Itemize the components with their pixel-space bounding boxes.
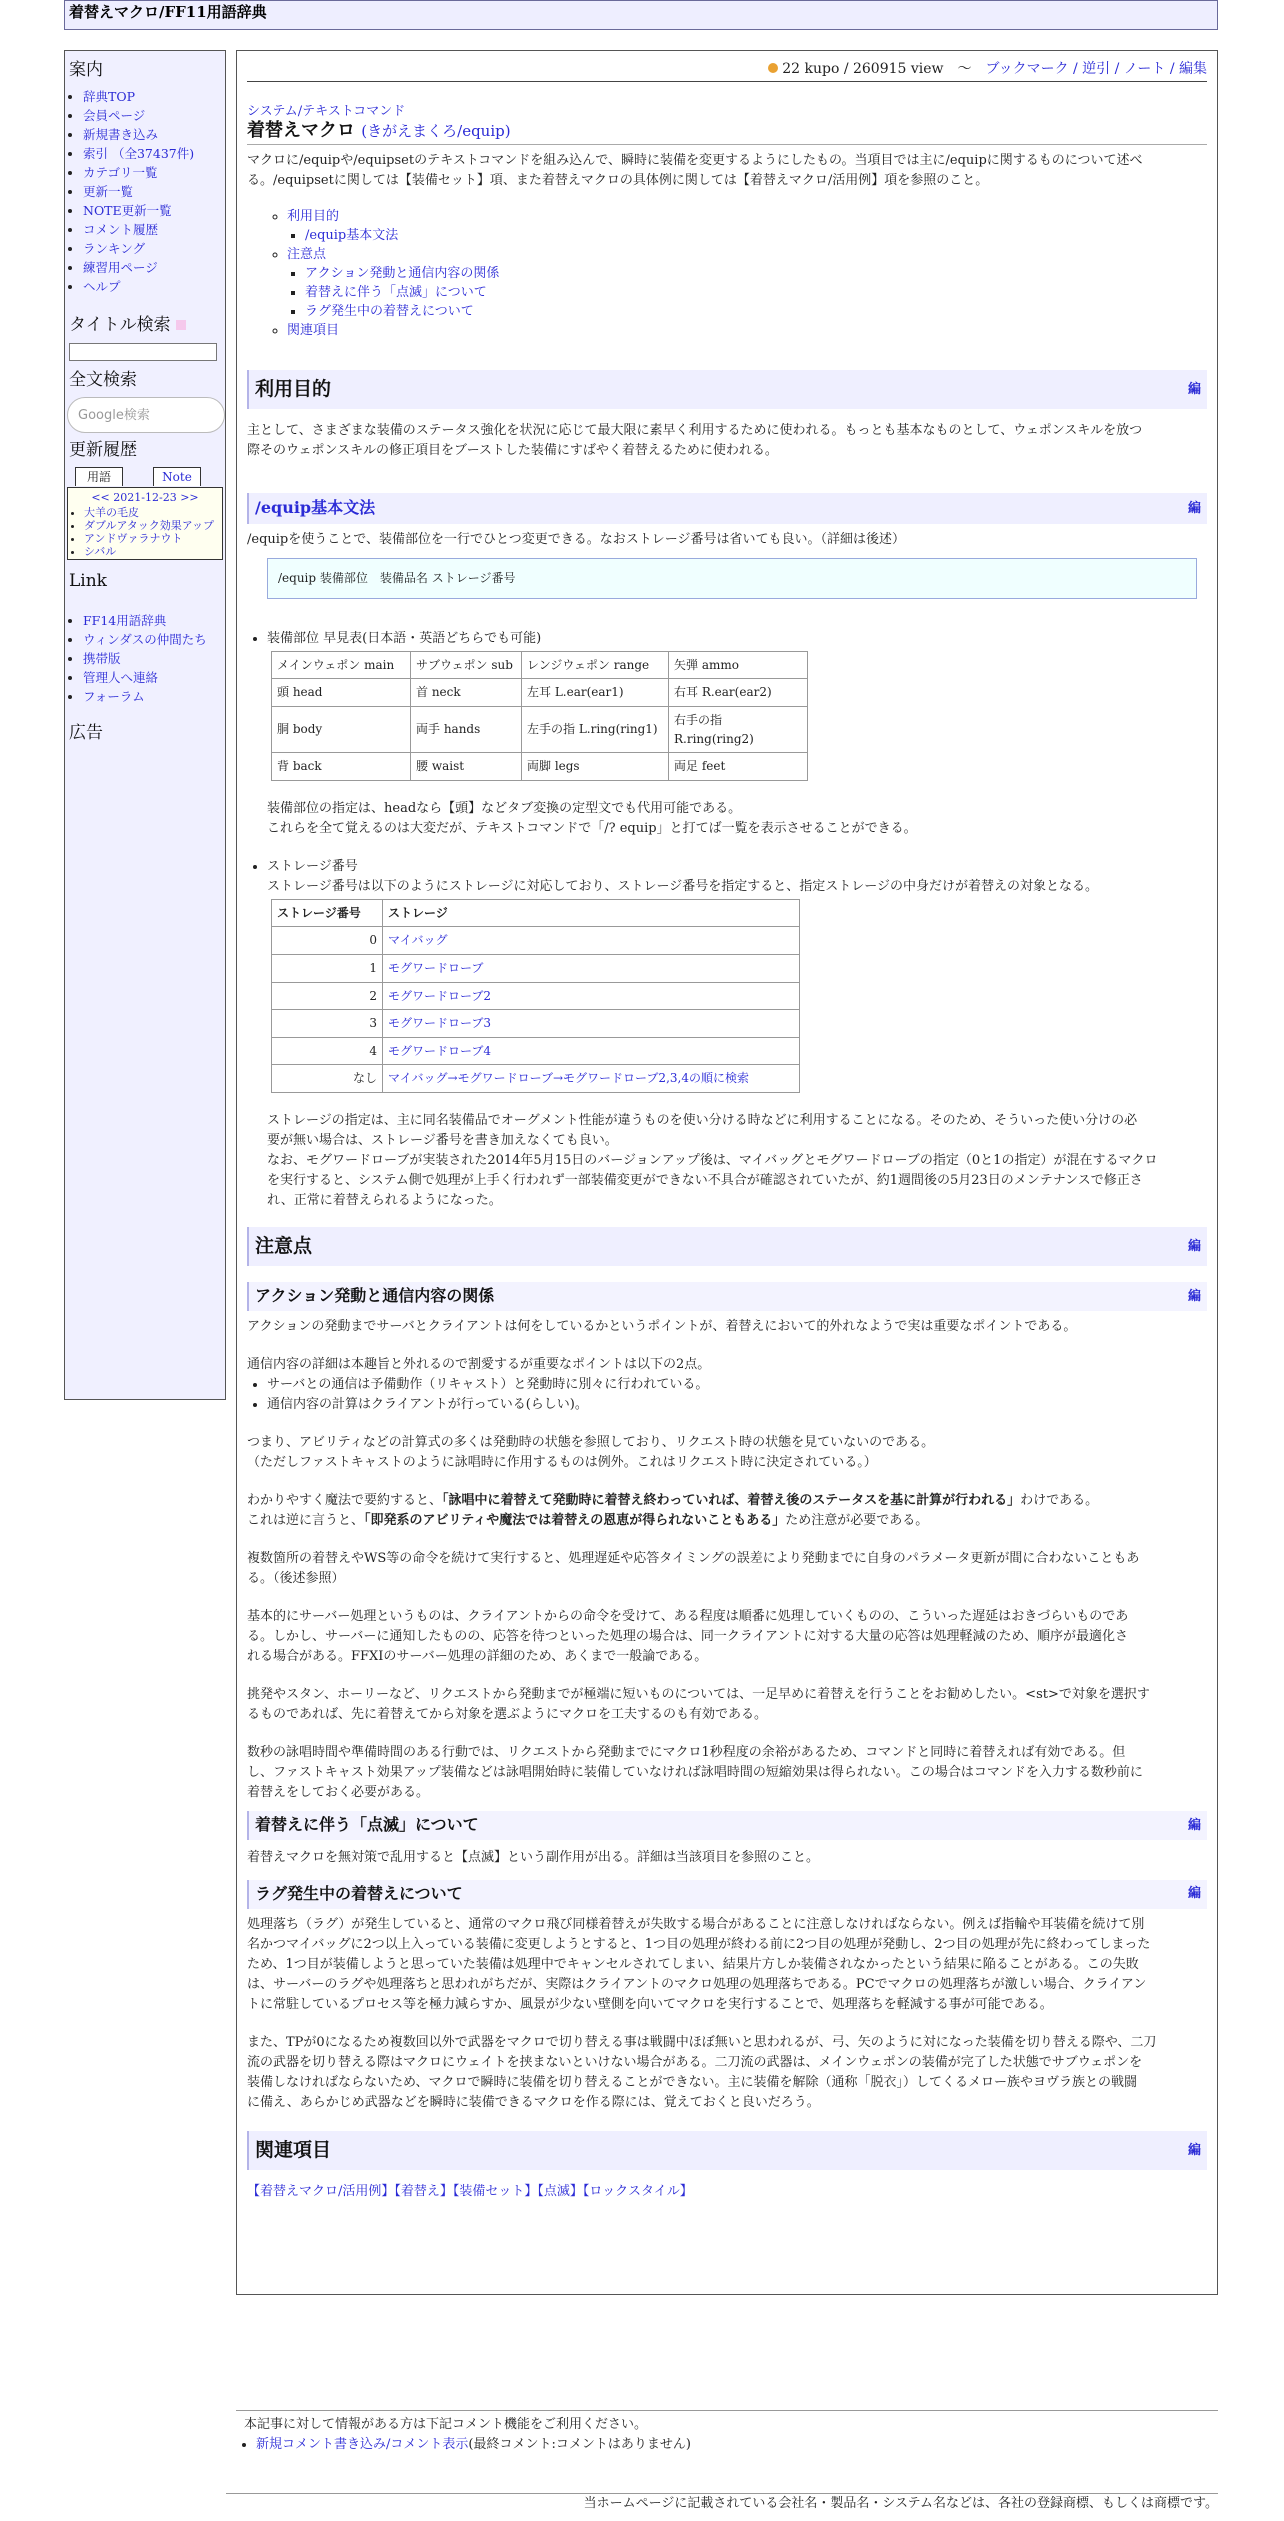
history-item[interactable]: • アンドヴァラナウト — [84, 532, 220, 545]
intro-line-2: る。/equipsetに関しては【装備セット】項、また着替えマクロの具体例に関しては【着替えマクロ/活用例】項を参照のこと。 — [247, 173, 989, 188]
history-heading: 更新履歴 — [69, 440, 137, 461]
page-reading: (きがえまくろ/equip) — [361, 122, 511, 140]
link-item[interactable]: • ウィンダスの仲間たち — [83, 630, 225, 649]
action-p6c: れる場合がある。FFXIのサーバー処理の詳細のため、あくまで一般論である。 — [247, 1649, 708, 1665]
guide-item[interactable]: • 更新一覧 — [83, 182, 225, 201]
lag-p2a: また、TPが0になるため複数回以外で武器をマクロで切り替える事は戦闘中ほぼ無いと思われるが、弓、矢のように対になった装備を切り替える際や、二刀 — [247, 2034, 1157, 2050]
storage-desc: ストレージ番号は以下のようにストレージに対応しており、ストレージ番号を指定すると、指定ストレージの中身だけが着替えの対象となる。 — [267, 878, 1098, 894]
edit-link[interactable]: 編 — [1187, 1238, 1201, 1254]
slot-table: メインウェポン main サブウェポン sub レンジウェポン range 矢弾 ammo 頭 head 首 neck 左耳 L.ear(ear1) 右耳 R.ear(ear2) 胴 body 両手 hands 左手の指 L.ring(ring1) 右手の指 R.ring(ring2) 背 back 腰 waist 両脚 legs 両足 feet — [271, 651, 808, 781]
storage-note-4: を実行すると、システム側で処理が上手く行われず一部装備変更ができない不具合が確認されていたが、約1週間後の5月23日のメンテナンスで修正さ — [267, 1172, 1143, 1188]
comment-intro: 本記事に対して情報がある方は下記コメント機能をご利用ください。 — [244, 2417, 648, 2432]
edit-link[interactable]: 編 — [1187, 500, 1201, 516]
action-p6b: る。しかし、サーバーに通知したものの、応答を待つといった処理の場合は、同一クライアントに対する大量の応答は処理軽減のため、順序が最適化さ — [247, 1629, 1129, 1645]
toc-item[interactable]: 注意点 — [287, 247, 327, 262]
storage-note-3: なお、モグワードローブが実装された2014年5月15日のバージョンアップ後は、マイバッグとモグワードローブの指定（0と1の指定）が混在するマクロ — [267, 1152, 1158, 1168]
page-actions[interactable]: ブックマーク / 逆引 / ノート / 編集 — [985, 61, 1207, 77]
flash-text: 着替えマクロを無対策で乱用すると【点滅】という副作用が出る。詳細は当該項目を参照のこと。 — [247, 1849, 820, 1865]
grammar-text: /equipを使うことで、装備部位を一行でひとつ変更できる。なおストレージ番号は省いても良い。（詳細は後述） — [247, 532, 905, 548]
purpose-line-2: 際そのウェポンスキルの修正項目をブーストした装備にすばやく着替えるために使われる。 — [247, 443, 778, 459]
storage-table: ストレージ番号 ストレージ 0 マイバッグ 1 モグワードローブ 2 モグワードローブ2 3 モグワードローブ3 4 モグワードローブ4 なし マイバッグ→モグワードローブ→モグワードローブ2,3,4の順に検索 — [271, 899, 800, 1093]
section-flash-heading: 着替えに伴う「点滅」について 編 — [247, 1811, 1207, 1840]
divider — [247, 81, 1207, 82]
search-icon — [176, 320, 186, 330]
slot-section — [247, 629, 1207, 649]
comment-section — [236, 2410, 1218, 2455]
table-of-contents — [247, 207, 1207, 340]
action-p4b: これは逆に言うと、「即発系のアビリティや魔法では着替えの恩恵が得られないこともある」ため注意が必要である。 — [247, 1513, 929, 1529]
toc-item[interactable]: 着替えに伴う「点滅」について — [305, 285, 487, 300]
guide-item[interactable]: • ヘルプ — [83, 277, 225, 296]
guide-item[interactable]: • 練習用ページ — [83, 258, 225, 277]
guide-item[interactable]: • ランキング — [83, 239, 225, 258]
link-heading: Link — [69, 571, 107, 592]
title-search-input[interactable] — [69, 343, 217, 361]
action-p8c: 着替えをしておく必要がある。 — [247, 1785, 430, 1801]
section-related-heading: 関連項目 編 — [247, 2131, 1207, 2170]
lag-p1b: 名かつマイバッグに2つ以上入っている装備に変更しようとすると、1つ目の処理が終わる前に2つ目の処理が発動し、2つ目の処理が先に終わってしまった — [247, 1936, 1151, 1952]
sidebar — [64, 50, 226, 1400]
link-item[interactable]: • FF14用語辞典 — [83, 611, 225, 630]
footer — [226, 2493, 1218, 2514]
title-search-heading: タイトル検索 — [69, 312, 221, 338]
page-info — [247, 59, 1207, 79]
toc-item[interactable]: 関連項目 — [287, 323, 340, 338]
purpose-line-1: 主として、さまざまな装備のステータス強化を状況に応じて最大限に素早く利用するために使われる。もっとも基本なものとして、ウェポンスキルを放つ — [247, 423, 1143, 439]
tab-note[interactable]: Note — [153, 467, 201, 486]
section-action-heading: アクション発動と通信内容の関係 編 — [247, 1282, 1207, 1311]
action-p4a: わかりやすく魔法で要約すると、「詠唱中に着替えて発動時に着替え終わっていれば、着替え後のステータスを基に計算が行われる」わけである。 — [247, 1493, 1099, 1509]
intro-line-1: マクロに/equipや/equipsetのテキストコマンドを組み込んで、瞬時に装備を変更するようにしたもの。当項目では主に/equipに関するものについて述べ — [247, 153, 1143, 168]
storage-note-1: ストレージの指定は、主に同名装備品でオーグメント性能が違うものを使い分ける時などに利用することになる。そのため、そういった使い分けの必 — [267, 1112, 1138, 1128]
storage-note-5: れ、正常に着替えられるようになった。 — [267, 1192, 502, 1208]
section-lag-heading: ラグ発生中の着替えについて 編 — [247, 1880, 1207, 1909]
comment-link[interactable]: 新規コメント書き込み/コメント表示 — [256, 2437, 469, 2452]
action-p1: アクションの発動までサーバとクライアントは何をしているかというポイントが、着替えにおいて的外れなようで実は重要なポイントである。 — [247, 1319, 1077, 1335]
action-p5b: る。（後述参照） — [247, 1571, 345, 1587]
history-item[interactable]: • ダブルアタック効果アップ — [84, 519, 220, 532]
action-p3a: つまり、アビリティなどの計算式の多くは発動時の状態を参照しており、リクエスト時の状態を見ていないのである。 — [247, 1435, 935, 1451]
slot-note-1: 装備部位の指定は、headなら【頭】などタブ変換の定型文でも代用可能である。 — [267, 800, 742, 816]
history-tabs — [69, 467, 221, 487]
slot-heading: • 装備部位 早見表(日本語・英語どちらでも可能) — [267, 629, 1207, 649]
lag-p2c: 装備しなければならないため、マクロで瞬時に装備を切り替えることができない。主に装備を解除（通称「脱衣」）してくるメロー族やヨヴラ族との戦闘 — [247, 2074, 1137, 2090]
edit-link[interactable]: 編 — [1187, 2142, 1201, 2158]
kupo-icon — [768, 63, 778, 73]
guide-item[interactable]: • 索引 （全37437件) — [83, 144, 225, 163]
article-main — [236, 50, 1218, 2295]
page-title: 着替えマクロ (きがえまくろ/equip) — [247, 120, 511, 141]
action-p6a: 基本的にサーバー処理というものは、クライアントからの命令を受けて、ある程度は順番に処理していくものの、こういった遅延はおきづらいものであ — [247, 1609, 1129, 1625]
action-p5a: 複数箇所の着替えやWS等の命令を続けて実行すると、処理遅延や応答タイミングの誤差により発動までに自身のパラメータ更新が間に合わないこともあ — [247, 1551, 1140, 1567]
lag-p1e: トに常駐しているプロセス等を極力減らすか、風景が少ない壁側を向いてマクロを実行することで、処理落ちを軽減する事が可能である。 — [247, 1996, 1053, 2012]
section-grammar-heading: /equip基本文法 編 — [247, 493, 1207, 524]
action-p7a: 挑発やスタン、ホーリーなど、リクエストから発動までが極端に短いものについては、一足早めに着替えを行うことをお勧めしたい。<st>で対象を選択す — [247, 1687, 1150, 1703]
lag-p1a: 処理落ち（ラグ）が発生していると、通常のマクロ飛び同様着替えが失敗する場合があることに注意しなければならない。例えば指輪や耳装備を続けて別 — [247, 1916, 1145, 1932]
related-links[interactable]: 【着替えマクロ/活用例】【着替え】【装備セット】【点滅】【ロックスタイル】 — [247, 2184, 693, 2200]
comment-list — [236, 2435, 1218, 2455]
guide-item[interactable]: • NOTE更新一覧 — [83, 201, 225, 220]
guide-item[interactable]: • 会員ページ — [83, 106, 225, 125]
section-caution-heading: 注意点 編 — [247, 1227, 1207, 1266]
tab-terms[interactable]: 用語 — [75, 467, 123, 486]
link-item[interactable]: • 携帯版 — [83, 649, 225, 668]
action-p7b: るものであれば、先に着替えてから対象を選ぶようにマクロを工夫するのも有効である。 — [247, 1707, 768, 1723]
section-purpose-heading: 利用目的 編 — [247, 370, 1207, 409]
guide-heading: 案内 — [69, 60, 103, 80]
lag-p2d: に備え、あらかじめ武器などを瞬時に装備できるマクロを作る際には、覚えておくと良いだろう。 — [247, 2094, 820, 2110]
site-title: 着替えマクロ/FF11用語辞典 — [69, 3, 267, 21]
lag-p1d: は、サーバーのラグや処理落ちと思われがちだが、実際はクライアントのマクロ処理の処理落ちである。PCでマクロの処理落ちが激しい場合、クライアン — [247, 1976, 1147, 1992]
history-item[interactable]: • 大羊の毛皮 — [84, 506, 220, 519]
toc-item[interactable]: /equip基本文法 — [305, 228, 399, 243]
history-date-nav[interactable]: << 2021-12-23 >> — [91, 491, 199, 505]
edit-link[interactable]: 編 — [1187, 381, 1201, 397]
guide-item[interactable]: • 新規書き込み — [83, 125, 225, 144]
toc-item[interactable]: アクション発動と通信内容の関係 — [305, 266, 500, 281]
edit-link[interactable]: 編 — [1187, 1288, 1201, 1304]
action-p8b: し、ファストキャスト効果アップ装備などは詠唱開始時に装備していなければ詠唱時間の短縮効果は得られない。この場合はコマンドを入力する数秒前に — [247, 1765, 1143, 1781]
ad-heading: 広告 — [69, 722, 103, 743]
guide-item[interactable]: • カテゴリ一覧 — [83, 163, 225, 182]
lag-p1c: ため、1つ目が装備しようと思っていた装備は処理中でキャンセルされてしまい、結果片方しか装備されなかったという結果に陥ることがある。この失敗 — [247, 1956, 1139, 1972]
site-title-bar — [64, 0, 1218, 30]
slot-note-2: これらを全て覚えるのは大変だが、テキストコマンドで「/? equip」と打てば一覧を表示させることができる。 — [267, 820, 917, 836]
guide-item[interactable]: • コメント履歴 — [83, 220, 225, 239]
history-list — [70, 506, 220, 558]
storage-note-2: 要が無い場合は、ストレージ番号を書き加えなくても良い。 — [267, 1132, 618, 1148]
action-bullets: • サーバとの通信は予備動作（リキャスト）と発動時に別々に行われている。 • 通信内容の計算はクライアントが行っている(らしい)。 — [247, 1375, 1207, 1415]
guide-list — [65, 87, 225, 296]
storage-heading: • ストレージ番号 — [267, 857, 1207, 877]
link-item[interactable]: • 管理人へ連絡 — [83, 668, 225, 687]
guide-item[interactable]: • 辞典TOP — [83, 87, 225, 106]
action-p3b: （ただしファストキャストのように詠唱時に作用するものは例外。これはリクエスト時に決定されている。） — [247, 1455, 877, 1471]
lag-p2b: 流の武器を切り替える際はマクロにウェイトを挟まないといけない場合がある。二刀流の武器は、メインウェポンの装備が完了した状態でサブウェポンを — [247, 2054, 1143, 2070]
view-count: 22 kupo / 260915 view ～ — [782, 61, 972, 77]
link-list — [65, 611, 225, 706]
action-p8a: 数秒の詠唱時間や準備時間のある行動では、リクエストから発動までにマクロ1秒程度の余裕があるため、コマンドと同時に着替えれば有効である。但 — [247, 1745, 1126, 1761]
edit-link[interactable]: 編 — [1187, 1886, 1201, 1902]
comment-last: (最終コメント:コメントはありません) — [468, 2437, 691, 2452]
google-search-input[interactable]: Google検索 — [67, 397, 225, 433]
link-item[interactable]: • フォーラム — [83, 687, 225, 706]
storage-section — [247, 857, 1207, 877]
edit-link[interactable]: 編 — [1187, 1817, 1201, 1833]
syntax-box: /equip 装備部位 装備品名 ストレージ番号 — [267, 558, 1197, 599]
breadcrumb[interactable]: システム/テキストコマンド — [247, 104, 406, 119]
action-p2: 通信内容の詳細は本趣旨と外れるので割愛するが重要なポイントは以下の2点。 — [247, 1357, 711, 1373]
toc-item[interactable]: ラグ発生中の着替えについて — [305, 304, 474, 319]
history-item[interactable]: • シバル — [84, 545, 220, 558]
toc-item[interactable]: 利用目的 — [287, 209, 340, 224]
history-box — [67, 487, 223, 560]
footer-text: 当ホームページに記載されている会社名・製品名・システム名などは、各社の登録商標、もしくは商標です。 — [583, 2496, 1218, 2511]
fulltext-heading: 全文検索 — [69, 369, 137, 390]
